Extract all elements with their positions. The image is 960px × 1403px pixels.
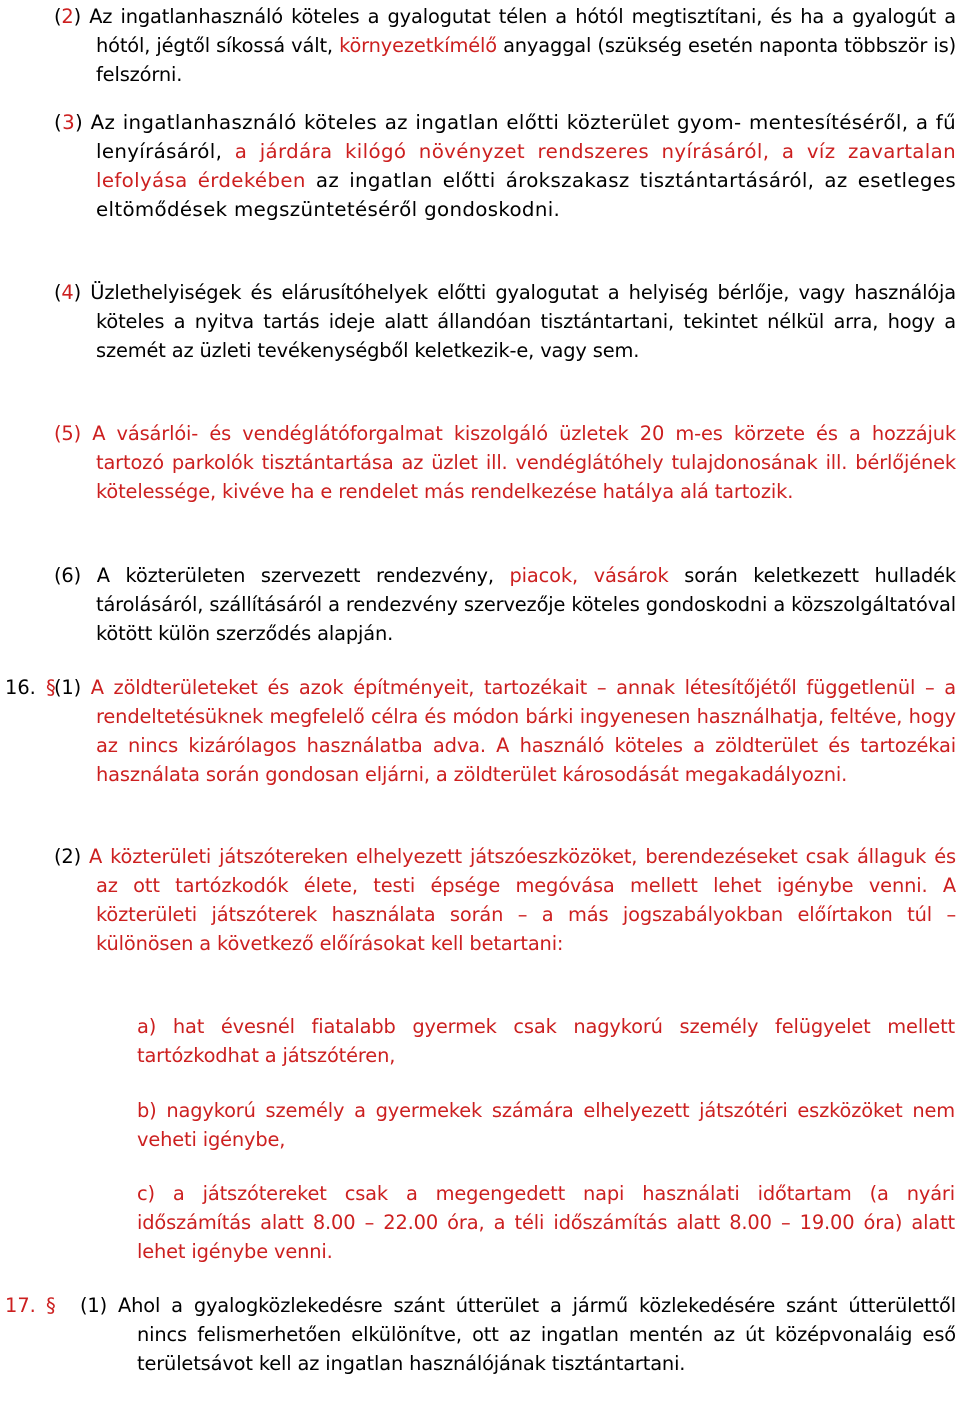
paragraph-5 xyxy=(54,419,956,506)
marker-paren: ( xyxy=(54,111,63,134)
paragraph-text: az ingatlan előtti árokszakasz tisztántartásáról, az esetleges eltömődések megszüntetéséről gondoskodni. xyxy=(96,169,956,221)
paragraph-marker: (6) xyxy=(54,564,82,587)
paragraph-3 xyxy=(54,108,956,224)
paragraph-marker: (5) xyxy=(54,422,82,445)
paragraph-text-highlight: a járdára kilógó növényzet rendszeres nyírásáról, a víz zavartalan lefolyása érdekében xyxy=(96,140,956,192)
list-item-a: a) hat évesnél fiatalabb gyermek csak nagykorú személy felügyelet mellett tartózkodhat a játszótéren, xyxy=(137,1015,955,1067)
marker-paren: ( xyxy=(54,5,62,28)
paragraph-text-highlight: A közterületi játszótereken elhelyezett játszóeszközöket, berendezéseket csak állaguk és az ott tartózkodók élete, testi épsége megóvása mellett lehet igénybe venni. A közterületi játszóterek használata során – a más jogszabályokban előírtakon túl – különösen a következő előírásokat kell betartani: xyxy=(89,845,956,955)
paragraph-text: során keletkezett hulladék tárolásáról, szállításáról a rendezvény szervezője köteles gondoskodni a közszolgáltatóval kötött külön szerződés alapján. xyxy=(96,564,956,645)
paragraph-text: anyaggal (szükség esetén naponta többször is) felszórni. xyxy=(96,34,956,86)
section-symbol: § xyxy=(46,676,56,699)
paragraph-text: Az ingatlanhasználó köteles az ingatlan előtti közterület gyom- mentesítéséről, a fű lenyírásáról, xyxy=(83,111,956,163)
paragraph-text: Üzlethelyiségek és elárusítóhelyek előtti gyalogutat a helyiség bérlője, vagy használója köteles a nyitva tartás ideje alatt állandóan tisztántartani, tekintet nélkül arra, hogy a szemét az üzleti tevékenységből keletkezik-e, vagy sem. xyxy=(81,281,956,362)
paragraph-text: Az ingatlanhasználó köteles a gyalogutat télen a hótól megtisztítani, és ha a gyalogút a hótól, jégtől síkossá vált, xyxy=(81,5,956,57)
paragraph-text-highlight: környezetkímélő xyxy=(339,34,497,57)
marker-paren: ) xyxy=(73,5,82,28)
marker-number: 2 xyxy=(61,5,74,28)
paragraph-6 xyxy=(54,561,956,648)
paragraph-text-highlight: piacok, vásárok xyxy=(509,564,669,587)
paragraph-text-highlight: A vásárlói- és vendéglátóforgalmat kiszolgáló üzletek 20 m-es körzete és a hozzájuk tartozó parkolók tisztántartása az üzlet ill. vendéglátóhely tulajdonosának ill. bérlőjének kötelessége, kivéve ha e rendelet más rendelkezése hatálya alá tartozik. xyxy=(81,422,956,503)
marker-paren: ) xyxy=(73,281,82,304)
paragraph-2 xyxy=(54,2,956,89)
section-17-paragraph-1: (1) Ahol a gyalogközlekedésre szánt útterület a jármű közlekedésére szánt útterülettől nincs felismerhetően elkülönítve, ott az ingatlan mentén az út középvonaláig eső területsávot kell az ingatlan használójának tisztántartani. xyxy=(80,1294,956,1375)
marker-number: 3 xyxy=(62,111,76,134)
marker-paren: ) xyxy=(75,111,84,134)
marker-number: 4 xyxy=(61,281,74,304)
section-number-17: 17. xyxy=(5,1294,36,1317)
paragraph-4 xyxy=(54,278,956,365)
paragraph-text-highlight: A zöldterületeket és azok építményeit, tartozékait – annak létesítőjétől függetlenül – a rendeltetésüknek megfelelő célra és módon bárki ingyenesen használhatja, feltéve, hogy az nincs kizárólagos használatba adva. A használó köteles a zöldterület és tartozékai használata során gondosan eljárni, a zöldterület károsodását megakadályozni. xyxy=(90,676,956,786)
section-number-16: 16. xyxy=(5,676,36,699)
paragraph-marker: (2) xyxy=(54,845,90,868)
section-symbol: § xyxy=(46,1294,56,1317)
paragraph-marker xyxy=(54,111,83,134)
list-item-b: b) nagykorú személy a gyermekek számára elhelyezett játszótéri eszközöket nem veheti igénybe, xyxy=(137,1099,955,1151)
paragraph-marker: (1) xyxy=(54,676,91,699)
section-16-paragraph-2 xyxy=(54,842,956,958)
paragraph-marker xyxy=(54,281,81,304)
paragraph-marker xyxy=(54,5,81,28)
section-16-paragraph-1 xyxy=(54,673,956,789)
paragraph-text: A közterületen szervezett rendezvény, xyxy=(81,564,510,587)
list-item-c: c) a játszótereket csak a megengedett napi használati időtartam (a nyári időszámítás alatt 8.00 – 22.00 óra, a téli időszámítás alatt 8.00 – 19.00 óra) alatt lehet igénybe venni. xyxy=(137,1182,955,1263)
marker-paren: ( xyxy=(54,281,62,304)
